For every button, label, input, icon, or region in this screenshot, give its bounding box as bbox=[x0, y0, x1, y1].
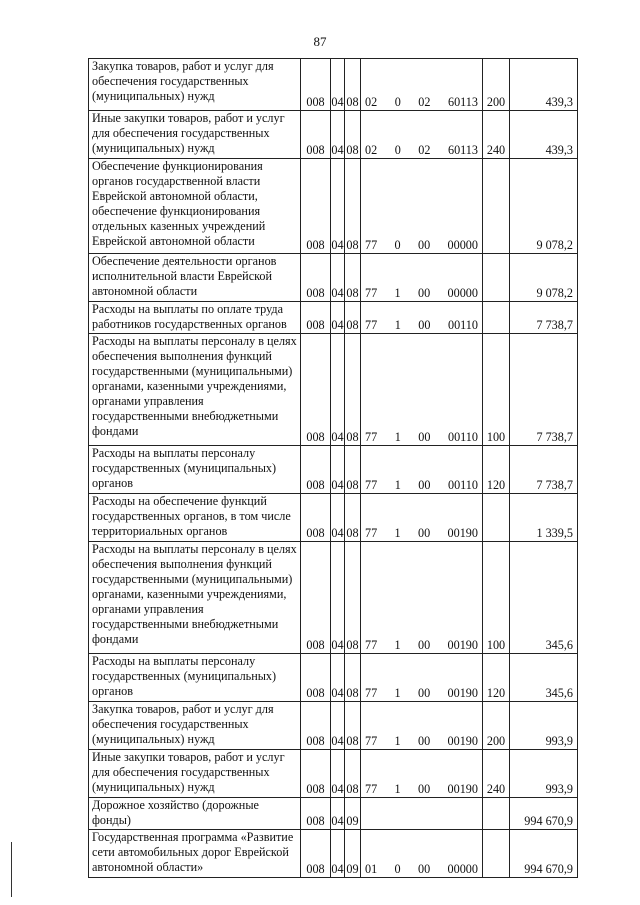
row-expense-type: 200 bbox=[483, 59, 510, 111]
target-article-parts bbox=[365, 782, 478, 797]
row-grbs-code: 008 bbox=[301, 254, 331, 302]
row-grbs-code: 008 bbox=[301, 111, 331, 159]
row-expense-type: 120 bbox=[483, 446, 510, 494]
row-name: Закупка товаров, работ и услуг для обеспечения государственных (муниципальных) нужд bbox=[89, 702, 301, 750]
row-expense-type bbox=[483, 302, 510, 334]
row-section-code: 04 bbox=[331, 111, 345, 159]
target-article-direction: 00190 bbox=[447, 782, 478, 796]
target-article-event: 02 bbox=[418, 143, 431, 157]
target-article-direction: 00110 bbox=[447, 318, 478, 332]
row-subsection-code: 08 bbox=[345, 302, 361, 334]
row-target-article bbox=[361, 654, 483, 702]
row-target-article bbox=[361, 111, 483, 159]
row-expense-type bbox=[483, 798, 510, 830]
row-grbs-code: 008 bbox=[301, 798, 331, 830]
target-article-subprogram: 1 bbox=[394, 286, 401, 300]
row-grbs-code: 008 bbox=[301, 302, 331, 334]
row-expense-type: 100 bbox=[483, 334, 510, 446]
row-target-article bbox=[361, 494, 483, 542]
row-grbs-code: 008 bbox=[301, 702, 331, 750]
row-target-article bbox=[361, 702, 483, 750]
table-row bbox=[89, 59, 578, 111]
row-expense-type bbox=[483, 159, 510, 254]
table-row bbox=[89, 334, 578, 446]
target-article-event: 00 bbox=[417, 638, 431, 652]
row-section-code: 04 bbox=[331, 59, 345, 111]
row-section-code: 04 bbox=[331, 159, 345, 254]
target-article-direction: 00190 bbox=[447, 526, 478, 540]
table-row bbox=[89, 798, 578, 830]
row-section-code: 04 bbox=[331, 798, 345, 830]
table-row bbox=[89, 254, 578, 302]
row-grbs-code: 008 bbox=[301, 159, 331, 254]
row-grbs-code: 008 bbox=[301, 542, 331, 654]
target-article-event: 00 bbox=[417, 862, 431, 876]
row-name: Государственная программа «Развитие сети автомобильных дорог Еврейской автономной области» bbox=[89, 830, 301, 878]
row-expense-type bbox=[483, 830, 510, 878]
table-row bbox=[89, 830, 578, 878]
row-amount: 7 738,7 bbox=[510, 446, 578, 494]
row-amount: 994 670,9 bbox=[510, 830, 578, 878]
row-amount: 7 738,7 bbox=[510, 334, 578, 446]
row-expense-type: 240 bbox=[483, 111, 510, 159]
row-name: Дорожное хозяйство (дорожные фонды) bbox=[89, 798, 301, 830]
row-expense-type bbox=[483, 494, 510, 542]
target-article-program: 77 bbox=[365, 286, 378, 300]
target-article-program: 77 bbox=[365, 238, 378, 252]
target-article-program: 77 bbox=[365, 430, 378, 444]
row-section-code: 04 bbox=[331, 302, 345, 334]
target-article-parts bbox=[365, 478, 478, 493]
row-name: Расходы на выплаты персоналу государственных (муниципальных) органов bbox=[89, 446, 301, 494]
table-row bbox=[89, 111, 578, 159]
row-grbs-code: 008 bbox=[301, 446, 331, 494]
row-expense-type: 100 bbox=[483, 542, 510, 654]
target-article-direction: 00000 bbox=[447, 862, 478, 876]
row-target-article bbox=[361, 830, 483, 878]
row-amount: 994 670,9 bbox=[510, 798, 578, 830]
row-target-article bbox=[361, 302, 483, 334]
target-article-parts bbox=[365, 143, 478, 158]
target-article-program: 77 bbox=[365, 318, 378, 332]
target-article-parts bbox=[365, 686, 478, 701]
row-expense-type bbox=[483, 254, 510, 302]
table-row bbox=[89, 446, 578, 494]
target-article-subprogram: 1 bbox=[394, 526, 401, 540]
row-grbs-code: 008 bbox=[301, 654, 331, 702]
row-subsection-code: 08 bbox=[345, 334, 361, 446]
target-article-parts bbox=[365, 526, 478, 541]
target-article-subprogram: 0 bbox=[394, 95, 401, 109]
table-row bbox=[89, 750, 578, 798]
row-subsection-code: 08 bbox=[345, 111, 361, 159]
budget-table bbox=[88, 58, 578, 878]
row-amount: 439,3 bbox=[510, 111, 578, 159]
target-article-event: 00 bbox=[417, 526, 431, 540]
target-article-program: 77 bbox=[365, 638, 378, 652]
row-subsection-code: 08 bbox=[345, 59, 361, 111]
row-target-article bbox=[361, 446, 483, 494]
row-name: Обеспечение функционирования органов государственной власти Еврейской автономной области, обеспечение функционирования отдельных казенных учреждений Еврейской автономной области bbox=[89, 159, 301, 254]
row-amount: 439,3 bbox=[510, 59, 578, 111]
target-article-event: 00 bbox=[417, 734, 431, 748]
row-subsection-code: 08 bbox=[345, 750, 361, 798]
target-article-direction: 60113 bbox=[447, 95, 478, 109]
row-amount: 1 339,5 bbox=[510, 494, 578, 542]
target-article-event: 00 bbox=[418, 430, 431, 444]
table-row bbox=[89, 302, 578, 334]
row-subsection-code: 08 bbox=[345, 654, 361, 702]
target-article-parts bbox=[365, 238, 478, 253]
row-expense-type: 120 bbox=[483, 654, 510, 702]
row-section-code: 04 bbox=[331, 334, 345, 446]
row-subsection-code: 08 bbox=[345, 446, 361, 494]
budget-table-body bbox=[89, 59, 578, 878]
row-subsection-code: 08 bbox=[345, 254, 361, 302]
target-article-event: 02 bbox=[418, 95, 431, 109]
target-article-direction: 00000 bbox=[447, 286, 478, 300]
target-article-subprogram: 1 bbox=[394, 318, 401, 332]
row-section-code: 04 bbox=[331, 654, 345, 702]
row-target-article bbox=[361, 59, 483, 111]
target-article-event: 00 bbox=[417, 782, 431, 796]
table-row bbox=[89, 702, 578, 750]
row-grbs-code: 008 bbox=[301, 494, 331, 542]
row-subsection-code: 08 bbox=[345, 702, 361, 750]
target-article-parts bbox=[365, 318, 478, 333]
row-subsection-code: 08 bbox=[345, 494, 361, 542]
row-amount: 345,6 bbox=[510, 654, 578, 702]
target-article-subprogram: 0 bbox=[394, 862, 401, 876]
row-name: Обеспечение деятельности органов исполнительной власти Еврейской автономной области bbox=[89, 254, 301, 302]
row-grbs-code: 008 bbox=[301, 750, 331, 798]
target-article-direction: 00190 bbox=[447, 686, 478, 700]
target-article-program: 02 bbox=[365, 95, 378, 109]
row-subsection-code: 08 bbox=[345, 542, 361, 654]
row-subsection-code: 09 bbox=[345, 830, 361, 878]
row-expense-type: 240 bbox=[483, 750, 510, 798]
row-target-article bbox=[361, 254, 483, 302]
row-target-article bbox=[361, 750, 483, 798]
row-name: Расходы на обеспечение функций государственных органов, в том числе территориальных органов bbox=[89, 494, 301, 542]
row-section-code: 04 bbox=[331, 750, 345, 798]
target-article-subprogram: 1 bbox=[394, 478, 401, 492]
row-section-code: 04 bbox=[331, 542, 345, 654]
row-name: Иные закупки товаров, работ и услуг для обеспечения государственных (муниципальных) нужд bbox=[89, 111, 301, 159]
table-row bbox=[89, 159, 578, 254]
row-grbs-code: 008 bbox=[301, 334, 331, 446]
row-amount: 7 738,7 bbox=[510, 302, 578, 334]
row-section-code: 04 bbox=[331, 254, 345, 302]
row-section-code: 04 bbox=[331, 830, 345, 878]
row-target-article bbox=[361, 798, 483, 830]
row-section-code: 04 bbox=[331, 494, 345, 542]
target-article-event: 00 bbox=[417, 286, 431, 300]
target-article-program: 77 bbox=[365, 686, 378, 700]
margin-line bbox=[11, 842, 12, 897]
target-article-subprogram: 1 bbox=[394, 430, 401, 444]
target-article-parts bbox=[365, 286, 478, 301]
row-target-article bbox=[361, 334, 483, 446]
target-article-event: 00 bbox=[418, 478, 431, 492]
table-row bbox=[89, 654, 578, 702]
row-subsection-code: 09 bbox=[345, 798, 361, 830]
row-name: Расходы на выплаты персоналу государственных (муниципальных) органов bbox=[89, 654, 301, 702]
target-article-subprogram: 1 bbox=[394, 782, 401, 796]
target-article-parts bbox=[365, 638, 478, 653]
target-article-event: 00 bbox=[417, 686, 431, 700]
row-name: Расходы на выплаты по оплате труда работников государственных органов bbox=[89, 302, 301, 334]
row-grbs-code: 008 bbox=[301, 830, 331, 878]
row-name: Расходы на выплаты персоналу в целях обеспечения выполнения функций государственными (муниципальными) органами, казенными учреждениями, органами управления государственными внебюджетными фондами bbox=[89, 334, 301, 446]
target-article-direction: 00190 bbox=[447, 734, 478, 748]
row-subsection-code: 08 bbox=[345, 159, 361, 254]
row-expense-type: 200 bbox=[483, 702, 510, 750]
target-article-event: 00 bbox=[418, 318, 431, 332]
row-name: Закупка товаров, работ и услуг для обеспечения государственных (муниципальных) нужд bbox=[89, 59, 301, 111]
target-article-program: 77 bbox=[365, 782, 378, 796]
target-article-parts bbox=[365, 862, 478, 877]
target-article-event: 00 bbox=[417, 238, 431, 252]
row-name: Расходы на выплаты персоналу в целях обеспечения выполнения функций государственными (муниципальными) органами, казенными учреждениями, органами управления государственными внебюджетными фондами bbox=[89, 542, 301, 654]
target-article-program: 77 bbox=[365, 734, 378, 748]
target-article-parts bbox=[365, 430, 478, 445]
row-name: Иные закупки товаров, работ и услуг для обеспечения государственных (муниципальных) нужд bbox=[89, 750, 301, 798]
target-article-direction: 00190 bbox=[447, 638, 478, 652]
row-section-code: 04 bbox=[331, 446, 345, 494]
target-article-program: 77 bbox=[365, 526, 378, 540]
row-amount: 993,9 bbox=[510, 702, 578, 750]
row-section-code: 04 bbox=[331, 702, 345, 750]
row-grbs-code: 008 bbox=[301, 59, 331, 111]
target-article-subprogram: 1 bbox=[394, 734, 401, 748]
table-row bbox=[89, 494, 578, 542]
table-row bbox=[89, 542, 578, 654]
target-article-direction: 00000 bbox=[447, 238, 478, 252]
row-target-article bbox=[361, 542, 483, 654]
row-target-article bbox=[361, 159, 483, 254]
target-article-parts bbox=[365, 734, 478, 749]
target-article-program: 77 bbox=[365, 478, 378, 492]
row-amount: 345,6 bbox=[510, 542, 578, 654]
target-article-program: 02 bbox=[365, 143, 378, 157]
target-article-subprogram: 1 bbox=[394, 638, 401, 652]
page-number: 87 bbox=[313, 34, 327, 49]
target-article-program: 01 bbox=[365, 862, 378, 876]
row-amount: 9 078,2 bbox=[510, 254, 578, 302]
row-amount: 9 078,2 bbox=[510, 159, 578, 254]
target-article-direction: 00110 bbox=[447, 430, 478, 444]
target-article-parts bbox=[365, 95, 478, 110]
target-article-direction: 60113 bbox=[447, 143, 478, 157]
target-article-subprogram: 1 bbox=[394, 686, 401, 700]
target-article-subprogram: 0 bbox=[394, 143, 401, 157]
row-amount: 993,9 bbox=[510, 750, 578, 798]
target-article-subprogram: 0 bbox=[394, 238, 401, 252]
target-article-direction: 00110 bbox=[447, 478, 478, 492]
